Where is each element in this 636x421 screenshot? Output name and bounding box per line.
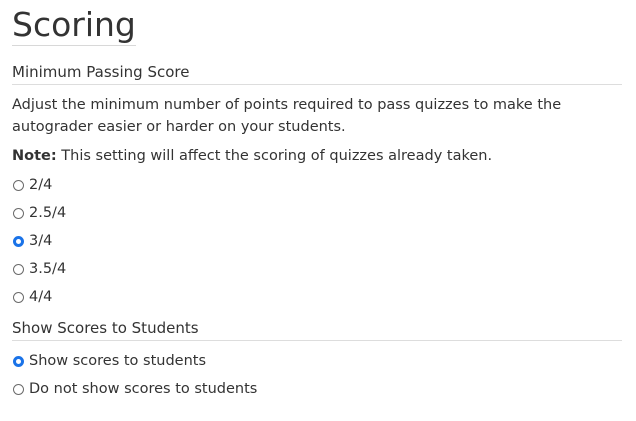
passing-score-option-label: 3.5/4 bbox=[29, 261, 67, 277]
radio-button[interactable] bbox=[13, 180, 24, 191]
note-label: Note: bbox=[12, 148, 57, 164]
passing-score-option-3[interactable] bbox=[12, 227, 622, 255]
passing-score-option-label: 3/4 bbox=[29, 233, 53, 249]
radio-button[interactable] bbox=[13, 208, 24, 219]
radio-button[interactable] bbox=[13, 384, 24, 395]
minimum-passing-score-options bbox=[12, 171, 622, 311]
radio-button[interactable] bbox=[13, 292, 24, 303]
note-body: This setting will affect the scoring of quizzes already taken. bbox=[56, 148, 493, 164]
scoring-page bbox=[12, 0, 622, 403]
note-text bbox=[12, 147, 622, 165]
hide-scores-option[interactable] bbox=[12, 375, 622, 403]
radio-button-selected[interactable] bbox=[13, 356, 24, 367]
passing-score-option-label: 2/4 bbox=[29, 177, 53, 193]
show-scores-option-label: Show scores to students bbox=[29, 353, 207, 369]
passing-score-option-2-5[interactable] bbox=[12, 199, 622, 227]
hide-scores-option-label: Do not show scores to students bbox=[29, 381, 258, 397]
minimum-passing-score-description: Adjust the minimum number of points required to pass quizzes to make the autograder easier or harder on your students. bbox=[12, 97, 562, 135]
show-scores-heading: Show Scores to Students bbox=[12, 319, 622, 341]
passing-score-option-3-5[interactable] bbox=[12, 255, 622, 283]
passing-score-option-2[interactable] bbox=[12, 171, 622, 199]
passing-score-option-label: 2.5/4 bbox=[29, 205, 67, 221]
passing-score-option-label: 4/4 bbox=[29, 289, 53, 305]
minimum-passing-score-heading: Minimum Passing Score bbox=[12, 63, 622, 85]
radio-button-selected[interactable] bbox=[13, 236, 24, 247]
page-title: Scoring bbox=[12, 5, 136, 44]
passing-score-option-4[interactable] bbox=[12, 283, 622, 311]
show-scores-options bbox=[12, 347, 622, 403]
show-scores-option[interactable] bbox=[12, 347, 622, 375]
radio-button[interactable] bbox=[13, 264, 24, 275]
